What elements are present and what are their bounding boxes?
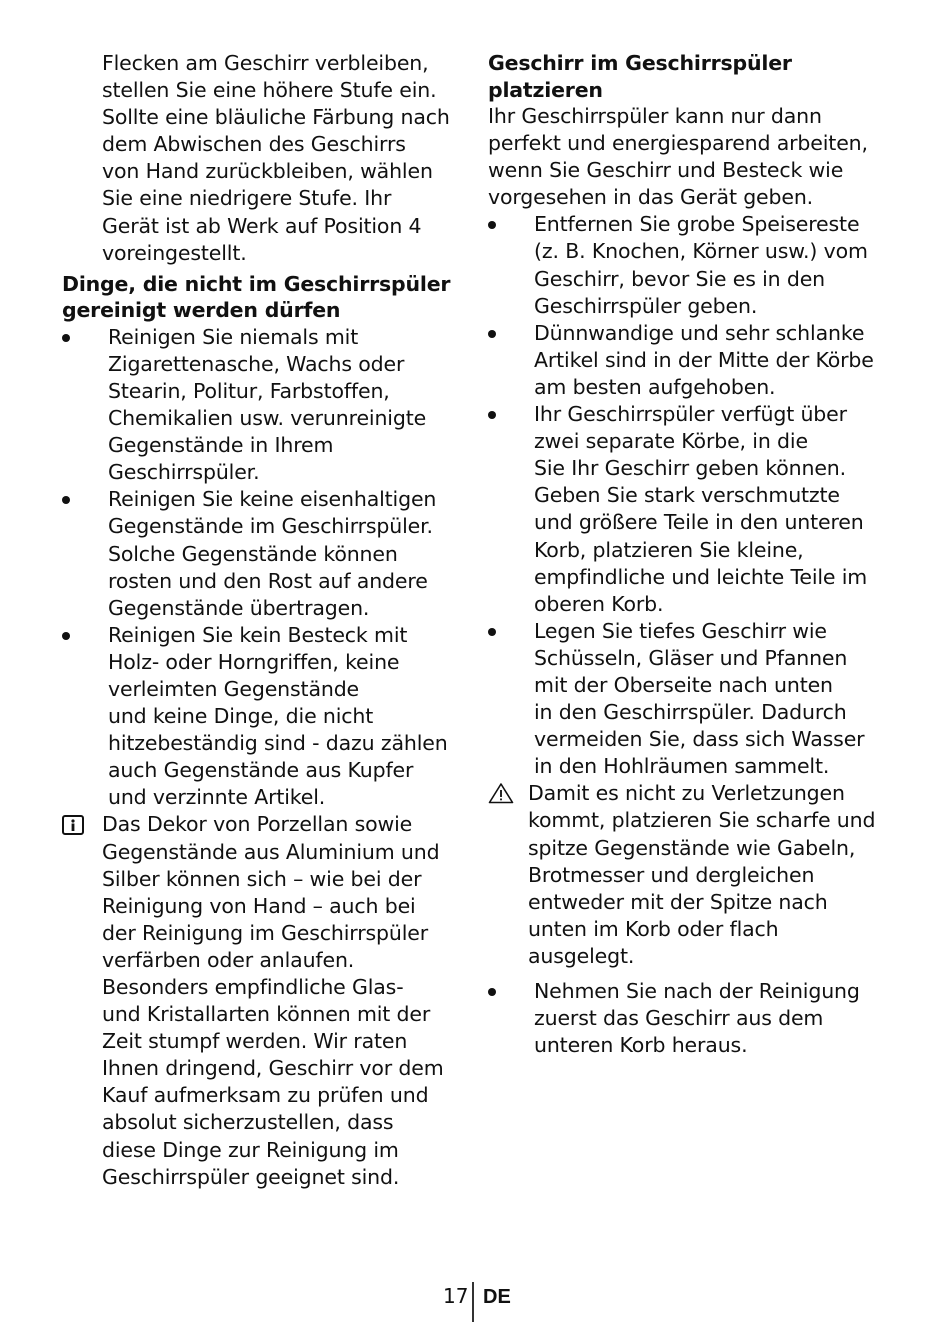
text-line: Geschirrspüler geeignet sind. xyxy=(102,1164,400,1189)
info-icon xyxy=(62,815,84,839)
text-line: dem Abwischen des Geschirrs xyxy=(102,132,406,157)
text-line: (z. B. Knochen, Körner usw.) vom xyxy=(534,239,868,264)
text-line: ausgelegt. xyxy=(528,943,635,968)
list-item xyxy=(488,618,888,781)
bullet-icon xyxy=(62,632,70,640)
text-line: Dünnwandige und sehr schlanke xyxy=(534,320,865,345)
bullet-icon xyxy=(488,330,496,338)
text-line: empfindliche und leichte Teile im xyxy=(534,564,868,589)
text-line: Geschirrspüler. xyxy=(108,460,260,485)
text-line: Reinigen Sie niemals mit xyxy=(108,324,359,349)
text-line: Reinigen Sie keine eisenhaltigen xyxy=(108,487,437,512)
intro-paragraph xyxy=(62,50,462,267)
heading-line: platzieren xyxy=(488,77,603,102)
heading-line: Geschirr im Geschirrspüler xyxy=(488,51,792,75)
warning-note xyxy=(488,780,888,970)
text-line: Schüsseln, Gläser und Pfannen xyxy=(534,645,848,670)
heading-line: gereinigt werden dürfen xyxy=(62,298,341,323)
bullet-icon xyxy=(488,221,496,229)
bullet-icon xyxy=(62,496,70,504)
text-line: und verzinnte Artikel. xyxy=(108,785,326,810)
text-line: Geschirrspüler geben. xyxy=(534,293,758,318)
bullet-icon xyxy=(488,988,496,996)
text-line: entweder mit der Spitze nach xyxy=(528,889,828,914)
text-line: Chemikalien usw. verunreinigte xyxy=(108,406,427,431)
bullet-icon xyxy=(62,334,70,342)
language-code: DE xyxy=(483,1286,511,1308)
list-item xyxy=(488,401,888,618)
text-line: Geben Sie stark verschmutzte xyxy=(534,483,840,508)
info-note xyxy=(62,811,462,1190)
section-heading xyxy=(62,271,462,324)
text-line: Ihr Geschirrspüler verfügt über xyxy=(534,402,847,427)
list-item xyxy=(488,320,888,401)
text-line: unten im Korb oder flach xyxy=(528,916,779,941)
text-line: voreingestellt. xyxy=(102,240,247,265)
footer-divider xyxy=(472,1282,474,1322)
text-line: Zeit stumpf werden. Wir raten xyxy=(102,1029,408,1054)
text-line: unteren Korb heraus. xyxy=(534,1033,748,1058)
list-item xyxy=(62,324,462,487)
text-line: vermeiden Sie, dass sich Wasser xyxy=(534,727,865,752)
text-line: zuerst das Geschirr aus dem xyxy=(534,1006,824,1031)
list-item xyxy=(488,211,888,319)
text-line: vorgesehen in das Gerät geben. xyxy=(488,185,814,210)
bullet-icon xyxy=(488,411,496,419)
page-footer xyxy=(0,1282,950,1322)
text-line: Solche Gegenstände können xyxy=(108,541,398,566)
text-line: Legen Sie tiefes Geschirr wie xyxy=(534,618,827,643)
text-line: oberen Korb. xyxy=(534,591,664,616)
intro-paragraph xyxy=(488,103,888,211)
text-line: Ihnen dringend, Geschirr vor dem xyxy=(102,1056,444,1081)
text-line: am besten aufgehoben. xyxy=(534,374,776,399)
text-line: Geschirr, bevor Sie es in den xyxy=(534,266,826,291)
text-line: Silber können sich – wie bei der xyxy=(102,866,422,891)
text-line: Holz- oder Horngriffen, keine xyxy=(108,649,400,674)
text-line: Das Dekor von Porzellan sowie xyxy=(102,812,413,837)
right-column xyxy=(488,50,888,1059)
text-line: hitzebeständig sind - dazu zählen xyxy=(108,731,448,756)
text-line: mit der Oberseite nach unten xyxy=(534,672,833,697)
text-line: und größere Teile in den unteren xyxy=(534,510,864,535)
heading-line: Dinge, die nicht im Geschirrspüler xyxy=(62,271,451,296)
text-line: Artikel sind in der Mitte der Körbe xyxy=(534,347,874,372)
text-line: Gerät ist ab Werk auf Position 4 xyxy=(102,213,422,238)
text-line: Gegenstände aus Aluminium und xyxy=(102,839,440,864)
text-line: Kauf aufmerksam zu prüfen und xyxy=(102,1083,429,1108)
text-line: Sollte eine bläuliche Färbung nach xyxy=(102,105,450,130)
text-line: zwei separate Körbe, in die xyxy=(534,429,808,454)
text-line: spitze Gegenstände wie Gabeln, xyxy=(528,835,856,860)
text-line: Reinigen Sie kein Besteck mit xyxy=(108,622,408,647)
text-line: Korb, platzieren Sie kleine, xyxy=(534,537,804,562)
text-line: auch Gegenstände aus Kupfer xyxy=(108,758,414,783)
text-line: Gegenstände übertragen. xyxy=(108,595,370,620)
section-heading xyxy=(488,50,888,103)
text-line: und Kristallarten können mit der xyxy=(102,1002,431,1027)
text-line: stellen Sie eine höhere Stufe ein. xyxy=(102,78,437,103)
text-line: Sie eine niedrigere Stufe. Ihr xyxy=(102,186,392,211)
text-line: Entfernen Sie grobe Speisereste xyxy=(534,212,860,237)
text-line: in den Hohlräumen sammelt. xyxy=(534,754,830,779)
list-item xyxy=(62,622,462,812)
text-line: verfärben oder anlaufen. xyxy=(102,947,355,972)
text-line: Besonders empfindliche Glas- xyxy=(102,975,404,999)
list-item xyxy=(62,486,462,621)
text-line: in den Geschirrspüler. Dadurch xyxy=(534,700,847,725)
text-line: Nehmen Sie nach der Reinigung xyxy=(534,979,860,1003)
text-line: Stearin, Politur, Farbstoffen, xyxy=(108,378,390,403)
text-line: von Hand zurückbleiben, wählen xyxy=(102,159,433,184)
text-line: Sie Ihr Geschirr geben können. xyxy=(534,456,847,481)
text-line: rosten und den Rost auf andere xyxy=(108,568,428,593)
warning-triangle-icon xyxy=(488,782,514,808)
page-number: 17 xyxy=(443,1284,469,1308)
left-column xyxy=(62,50,462,1191)
list-item xyxy=(488,978,888,1059)
text-line: und keine Dinge, die nicht xyxy=(108,704,374,729)
text-line: Ihr Geschirrspüler kann nur dann xyxy=(488,104,822,128)
text-line: absolut sicherzustellen, dass xyxy=(102,1110,394,1135)
text-line: perfekt und energiesparend arbeiten, xyxy=(488,131,868,156)
text-line: Zigarettenasche, Wachs oder xyxy=(108,351,405,376)
text-line: wenn Sie Geschirr und Besteck wie xyxy=(488,158,844,183)
text-line: der Reinigung im Geschirrspüler xyxy=(102,920,429,945)
text-line: kommt, platzieren Sie scharfe und xyxy=(528,808,876,833)
text-line: Gegenstände in Ihrem xyxy=(108,433,334,458)
text-line: verleimten Gegenstände xyxy=(108,676,360,701)
text-line: Reinigung von Hand – auch bei xyxy=(102,893,416,918)
bullet-icon xyxy=(488,628,496,636)
text-line: diese Dinge zur Reinigung im xyxy=(102,1137,399,1162)
text-line: Gegenstände im Geschirrspüler. xyxy=(108,514,433,539)
spacer xyxy=(488,970,888,978)
text-line: Flecken am Geschirr verbleiben, xyxy=(102,51,429,75)
text-line: Brotmesser und dergleichen xyxy=(528,862,815,887)
text-line: Damit es nicht zu Verletzungen xyxy=(528,781,845,806)
